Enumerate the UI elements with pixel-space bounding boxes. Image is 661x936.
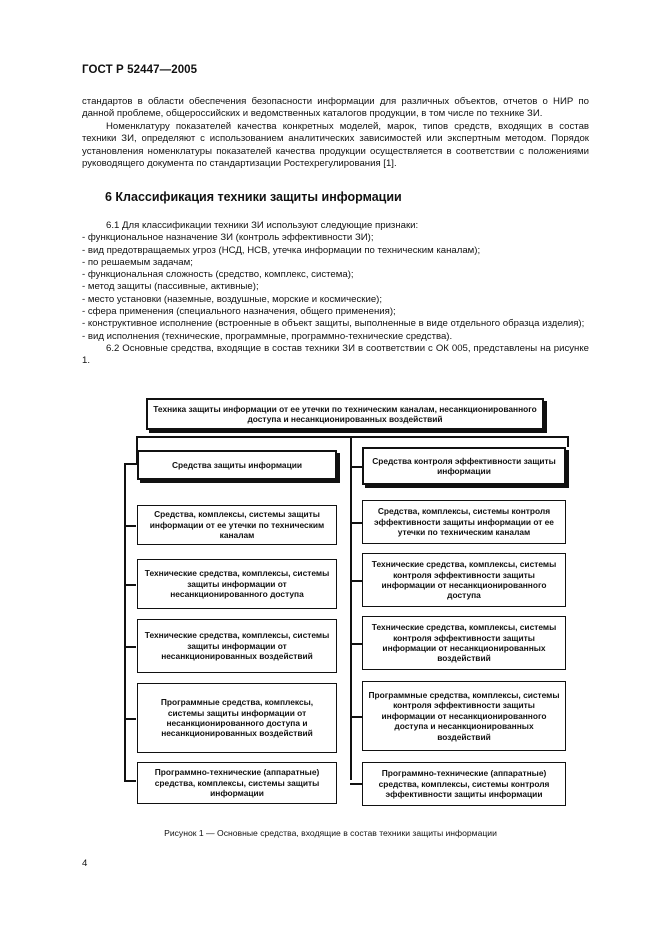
connector-line <box>350 522 362 524</box>
left-item-box <box>137 559 337 609</box>
left-header-box <box>137 450 337 480</box>
connector-line <box>350 716 362 718</box>
list-item: - по решаемым задачам; <box>82 256 193 268</box>
right-item-box <box>362 500 566 544</box>
right-item-box <box>362 553 566 607</box>
list-item: - функциональное назначение ЗИ (контроль эффективности ЗИ); <box>82 232 374 244</box>
list-item: - сфера применения (специального назначения, общего применения); <box>82 306 396 318</box>
left-item-box <box>137 683 337 753</box>
connector-line <box>124 646 136 648</box>
left-item-box <box>137 505 337 545</box>
connector-line <box>136 436 568 438</box>
left-item-label: Технические средства, комплексы, системы защиты информации от несанкционированного доступа <box>144 568 330 600</box>
connector-line <box>350 436 352 780</box>
connector-line <box>350 783 362 785</box>
connector-line <box>567 436 569 447</box>
right-header-label: Средства контроля эффективности защиты информации <box>372 455 556 476</box>
list-item: - метод защиты (пассивные, активные); <box>82 281 259 293</box>
document-header: ГОСТ Р 52447—2005 <box>82 64 198 76</box>
classification-list <box>82 220 589 368</box>
intro-paragraph-2: Номенклатуру показателей качества конкретных моделей, марок, типов средств, входящих в состав техники ЗИ, определяют с использованием аналитических зависимостей или экспертным методом. Порядок установления номенклатуры показателей качества продукции осуществляется в соответствии с положениями руководящего документа по стандартизации Ростехрегулирования [1]. <box>82 121 589 170</box>
left-item-label: Технические средства, комплексы, системы защиты информации от несанкционированных воздействий <box>144 630 330 662</box>
diagram-root-box <box>146 398 544 430</box>
connector-line <box>124 463 126 780</box>
right-item-box <box>362 681 566 751</box>
list-lead: 6.1 Для классификации техники ЗИ используют следующие признаки: <box>106 220 419 231</box>
left-item-box <box>137 619 337 673</box>
connector-line <box>124 525 136 527</box>
connector-line <box>350 643 362 645</box>
intro-paragraph-1: стандартов в области обеспечения безопасности информации для различных объектов, отчетов о НИР по данной проблеме, общероссийских и ведомственных каталогов продукции, в том числе по технике ЗИ. <box>82 96 589 120</box>
connector-line <box>350 466 362 468</box>
connector-line <box>124 780 136 782</box>
diagram-root-label: Техника защиты информации от ее утечки по техническим каналам, несанкционированного доступа и несанкционированных воздействий <box>153 403 537 424</box>
left-item-box <box>137 762 337 804</box>
right-item-box <box>362 762 566 806</box>
paragraph-6-2: 6.2 Основные средства, входящие в состав техники ЗИ в соответствии с ОК 005, представлены на рисунке 1. <box>82 342 589 367</box>
left-item-label: Средства, комплексы, системы защиты информации от ее утечки по техническим каналам <box>149 509 325 541</box>
list-item: - функциональная сложность (средство, комплекс, система); <box>82 269 354 281</box>
section-title: 6 Классификация техники защиты информации <box>105 190 402 204</box>
right-item-label: Технические средства, комплексы, системы контроля эффективности защиты информации от несанкционированных воздействий <box>371 622 557 664</box>
right-item-box <box>362 616 566 670</box>
connector-line <box>124 463 138 465</box>
right-item-label: Средства, комплексы, системы контроля эффективности защиты информации от ее утечки по техническим каналам <box>374 506 554 538</box>
right-item-label: Технические средства, комплексы, системы контроля эффективности защиты информации от несанкционированного доступа <box>371 559 557 601</box>
connector-line <box>124 718 136 720</box>
page-number: 4 <box>82 858 88 869</box>
list-item: - вид исполнения (технические, программные, программно-технические средства). <box>82 330 453 342</box>
figure-caption: Рисунок 1 — Основные средства, входящие в состав техники защиты информации <box>164 828 497 838</box>
left-item-label: Программные средства, комплексы, системы защиты информации от несанкционированного доступа и несанкционированных воздействий <box>160 697 314 739</box>
connector-line <box>124 584 136 586</box>
right-item-label: Программные средства, комплексы, системы контроля эффективности защиты информации от несанкционированного доступа и несанкционированных воздействий <box>368 689 560 742</box>
right-header-box <box>362 447 566 485</box>
connector-line <box>350 580 362 582</box>
list-item: - место установки (наземные, воздушные, морские и космические); <box>82 293 383 305</box>
left-header-label: Средства защиты информации <box>171 459 303 470</box>
list-item: - вид предотвращаемых угроз (НСД, НСВ, утечка информации по техническим каналам); <box>82 244 481 256</box>
list-item: - конструктивное исполнение (встроенные в объект защиты, выполненные в виде отдельного образца изделия); <box>82 318 585 330</box>
right-item-label: Программно-технические (аппаратные) средства, комплексы, системы контроля эффективности защиты информации <box>378 768 550 800</box>
left-item-label: Программно-технические (аппаратные) средства, комплексы, системы защиты информации <box>154 767 320 799</box>
